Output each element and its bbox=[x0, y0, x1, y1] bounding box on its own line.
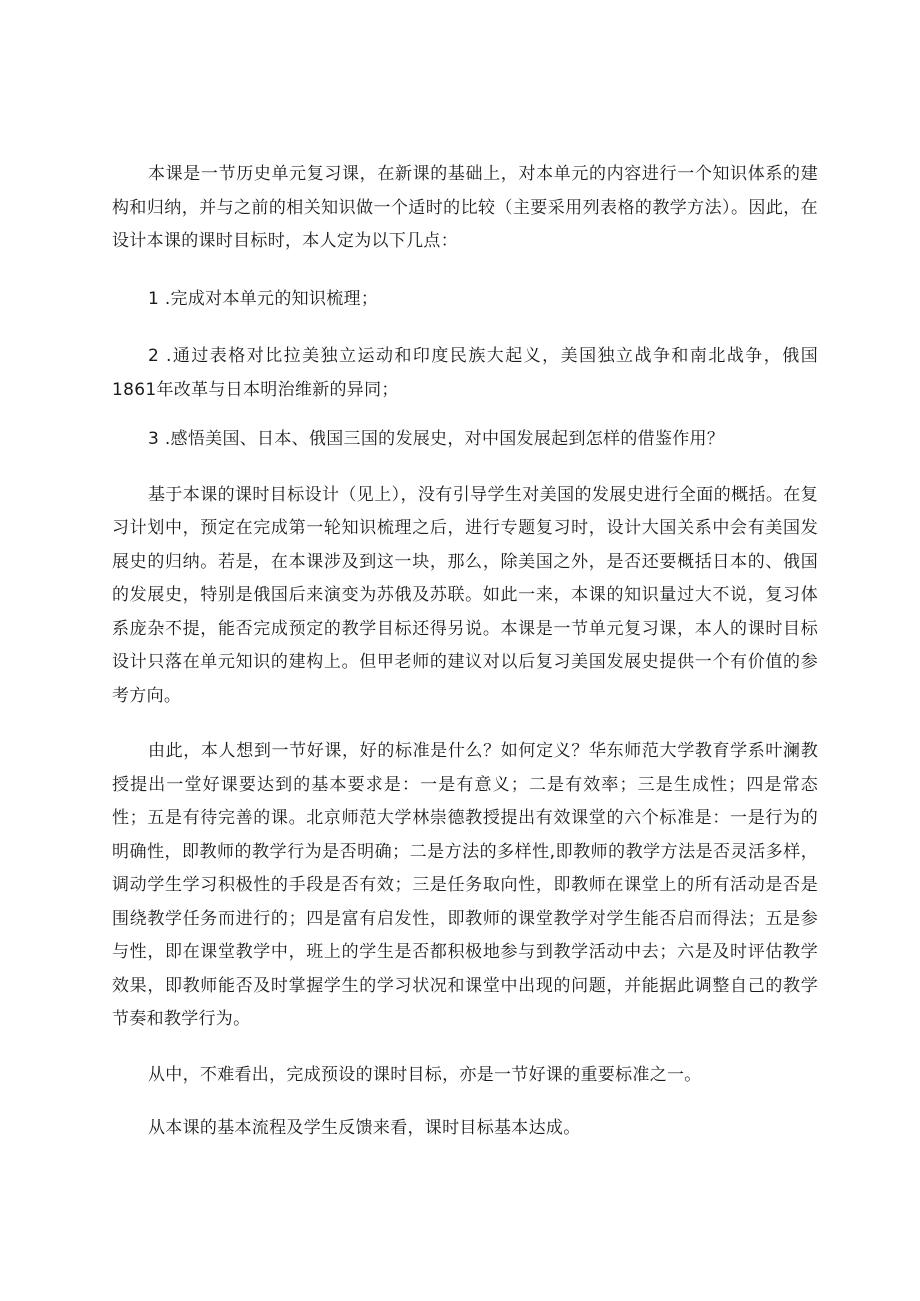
conclusion-paragraph-1: 从中，不难看出，完成预设的课时目标，亦是一节好课的重要标准之一。 bbox=[148, 1064, 702, 1085]
goal-text: .完成对本单元的知识梳理； bbox=[164, 288, 379, 309]
goal-item-2 bbox=[112, 340, 818, 407]
goal-text: .感悟美国、日本、俄国三国的发展史，对中国发展起到怎样的借鉴作用？ bbox=[164, 429, 725, 449]
standards-paragraph: 由此，本人想到一节好课，好的标准是什么？如何定义？华东师范大学教育学系叶澜教授提出一堂好课要达到的基本要求是：一是有意义；二是有效率；三是生成性；四是常态性；五是有待完善的课。北京师范大学林崇德教授提出有效课堂的六个标准是：一是行为的明确性，即教师的教学行为是否明确；二是方法的多样性,即教师的教学方法是否灵活多样，调动学生学习积极性的手段是否有效；三是任务取向性，即教师在课堂上的所有活动是否是围绕教学任务而进行的；四是富有启发性，即教师的课堂教学对学生能否启而得法；五是参与性，即在课堂教学中，班上的学生是否都积极地参与到教学活动中去；六是及时评估教学效果，即教师能否及时掌握学生的学习状况和课堂中出现的问题，并能据此调整自己的教学节奏和教学行为。 bbox=[112, 741, 818, 1029]
goal-number: 3 bbox=[148, 429, 160, 449]
goal-text: .通过表格对比拉美独立运动和印度民族大起义，美国独立战争和南北战争，俄国1861年改革与日本明治维新的异同； bbox=[112, 346, 818, 400]
document-body bbox=[112, 158, 818, 1146]
conclusion-paragraph-2: 从本课的基本流程及学生反馈来看，课时目标基本达成。 bbox=[148, 1118, 581, 1138]
goal-item-1 bbox=[112, 283, 818, 317]
goal-item-3 bbox=[112, 423, 818, 457]
reflection-paragraph: 基于本课的课时目标设计（见上），没有引导学生对美国的发展史进行全面的概括。在复习计划中，预定在完成第一轮知识梳理之后，进行专题复习时，设计大国关系中会有美国发展史的归纳。若是，在本课涉及到这一块，那么，除美国之外，是否还要概括日本的、俄国的发展史，特别是俄国后来演变为苏俄及苏联。如此一来，本课的知识量过大不说，复习体系庞杂不提，能否完成预定的教学目标还得另说。本课是一节单元复习课，本人的课时目标设计只落在单元知识的建构上。但甲老师的建议对以后复习美国发展史提供一个有价值的参考方向。 bbox=[112, 484, 818, 706]
goal-number: 2 bbox=[148, 346, 160, 366]
goal-number: 1 bbox=[148, 288, 160, 309]
intro-paragraph: 本课是一节历史单元复习课，在新课的基础上，对本单元的内容进行一个知识体系的建构和归纳，并与之前的相关知识做一个适时的比较（主要采用列表格的教学方法）。因此，在设计本课的课时目标时，本人定为以下几点： bbox=[112, 164, 818, 251]
